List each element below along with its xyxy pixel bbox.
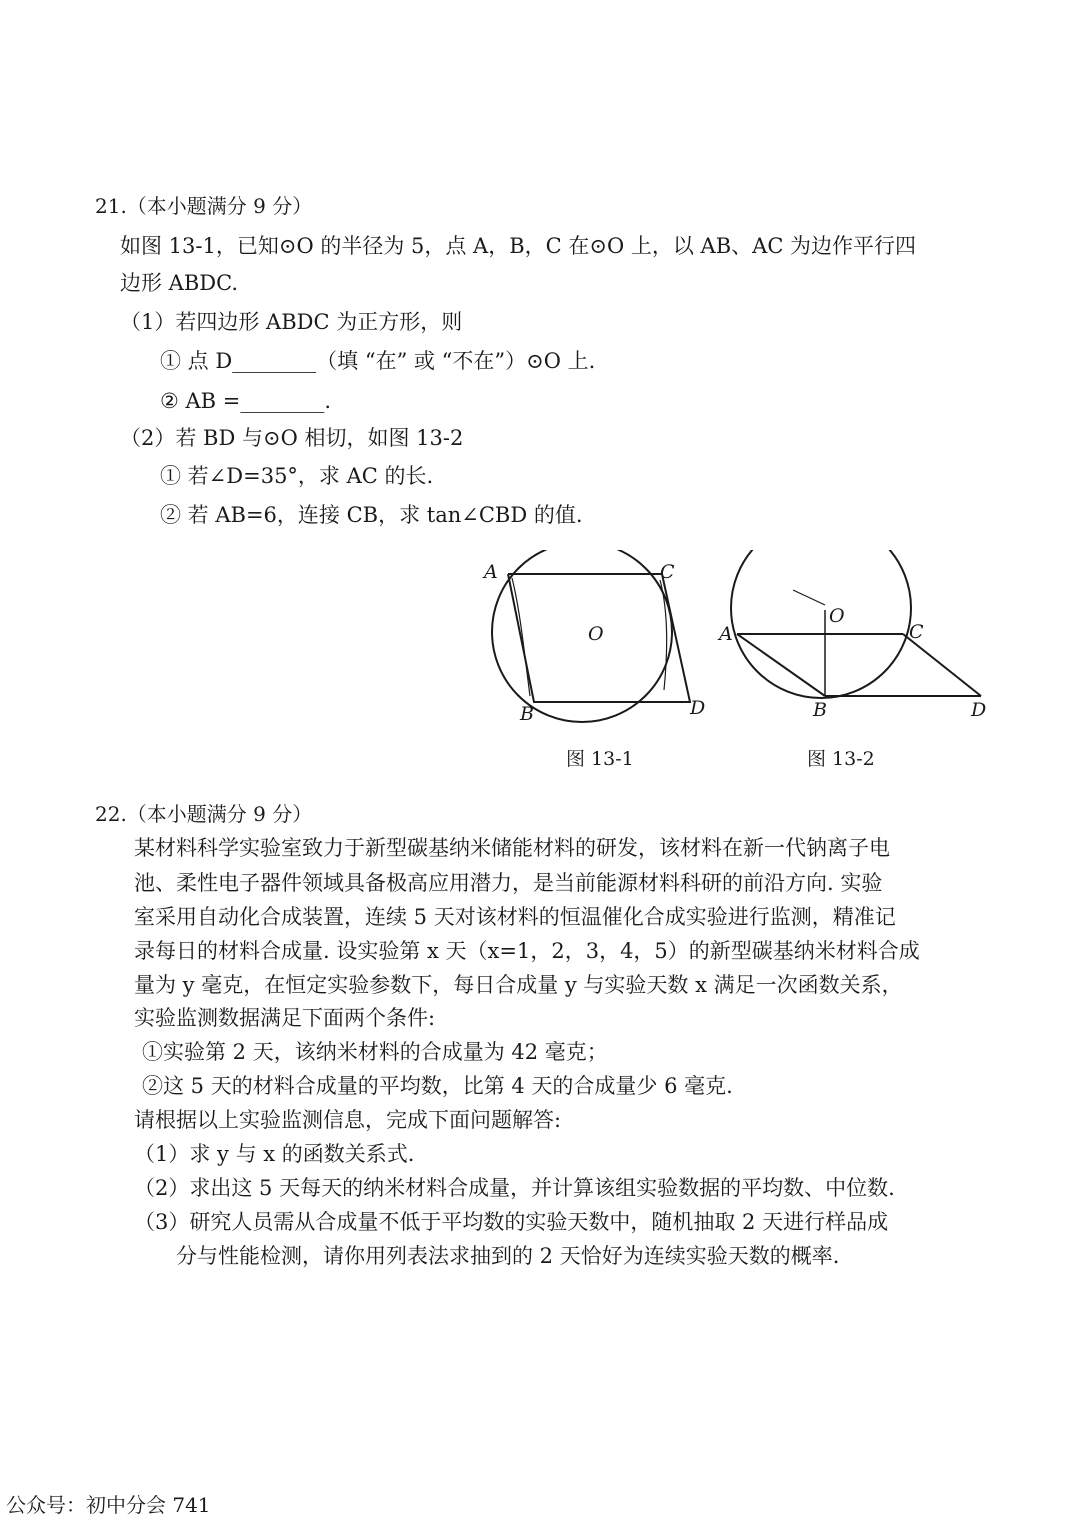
fig2-label-A: A	[719, 623, 733, 645]
q21-stem-line2: 边形 ABDC.	[120, 271, 239, 295]
fig2-sketch-stroke	[793, 590, 825, 605]
q22-condition-2: ②这 5 天的材料合成量的平均数，比第 4 天的合成量少 6 毫克.	[142, 1074, 733, 1098]
fig2-caption: 图 13-2	[807, 748, 875, 770]
q21-header: 21.（本小题满分 9 分）	[95, 194, 313, 218]
fig2-label-O: O	[829, 605, 845, 627]
q22-header: 22.（本小题满分 9 分）	[95, 802, 313, 826]
fig1-label-B: B	[520, 703, 534, 725]
figure-13-2	[715, 550, 995, 730]
fig1-label-O: O	[588, 623, 604, 645]
q22-condition-1: ①实验第 2 天，该纳米材料的合成量为 42 毫克；	[142, 1040, 608, 1064]
fig2-label-B: B	[813, 699, 827, 721]
q22-paragraph-line2: 池、柔性电子器件领域具备极高应用潜力，是当前能源材料科研的前沿方向. 实验	[134, 871, 883, 895]
q22-paragraph-line6: 实验监测数据满足下面两个条件:	[134, 1006, 436, 1030]
q22-paragraph-line3: 室采用自动化合成装置，连续 5 天对该材料的恒温催化合成实验进行监测，精准记	[134, 905, 896, 929]
fig1-label-C: C	[660, 561, 675, 583]
q22-question-1: （1）求 y 与 x 的函数关系式.	[134, 1142, 415, 1166]
fig1-circle	[492, 550, 672, 722]
footer-watermark: 公众号：初中分会 741	[6, 1493, 211, 1517]
q21-part2-b: ② 若 AB=6，连接 CB，求 tan∠CBD 的值.	[160, 503, 583, 527]
fig1-label-A: A	[484, 561, 498, 583]
q21-part1-b: ② AB =________.	[160, 389, 332, 413]
q21-part2: （2）若 BD 与⊙O 相切，如图 13-2	[120, 426, 464, 450]
fig1-label-D: D	[690, 697, 706, 719]
fig2-circle	[731, 550, 911, 698]
q22-ask: 请根据以上实验监测信息，完成下面问题解答:	[134, 1108, 562, 1132]
q22-question-3a: （3）研究人员需从合成量不低于平均数的实验天数中，随机抽取 2 天进行样品成	[134, 1210, 889, 1234]
q22-question-3b: 分与性能检测，请你用列表法求抽到的 2 天恰好为连续实验天数的概率.	[176, 1244, 840, 1268]
fig2-label-D: D	[971, 699, 987, 721]
q21-part2-a: ① 若∠D=35°，求 AC 的长.	[160, 464, 434, 488]
fig1-caption: 图 13-1	[566, 748, 634, 770]
figure-13-1	[470, 550, 720, 730]
fig2-label-C: C	[909, 621, 924, 643]
q22-paragraph-line1: 某材料科学实验室致力于新型碳基纳米储能材料的研发，该材料在新一代钠离子电	[134, 836, 890, 860]
q22-question-2: （2）求出这 5 天每天的纳米材料合成量，并计算该组实验数据的平均数、中位数.	[134, 1176, 895, 1200]
q21-part1: （1）若四边形 ABDC 为正方形，则	[120, 310, 463, 334]
q21-stem-line1: 如图 13-1，已知⊙O 的半径为 5，点 A，B，C 在⊙O 上，以 AB、AC 为边作平行四	[120, 234, 917, 258]
q21-part1-a: ① 点 D________（填 “在” 或 “不在”）⊙O 上.	[160, 349, 596, 373]
q22-paragraph-line5: 量为 y 毫克，在恒定实验参数下，每日合成量 y 与实验天数 x 满足一次函数关系，	[134, 973, 903, 997]
fig2-segment-CD	[903, 634, 981, 696]
q22-paragraph-line4: 录每日的材料合成量. 设实验第 x 天（x=1，2，3，4，5）的新型碳基纳米材料合成	[134, 939, 920, 963]
